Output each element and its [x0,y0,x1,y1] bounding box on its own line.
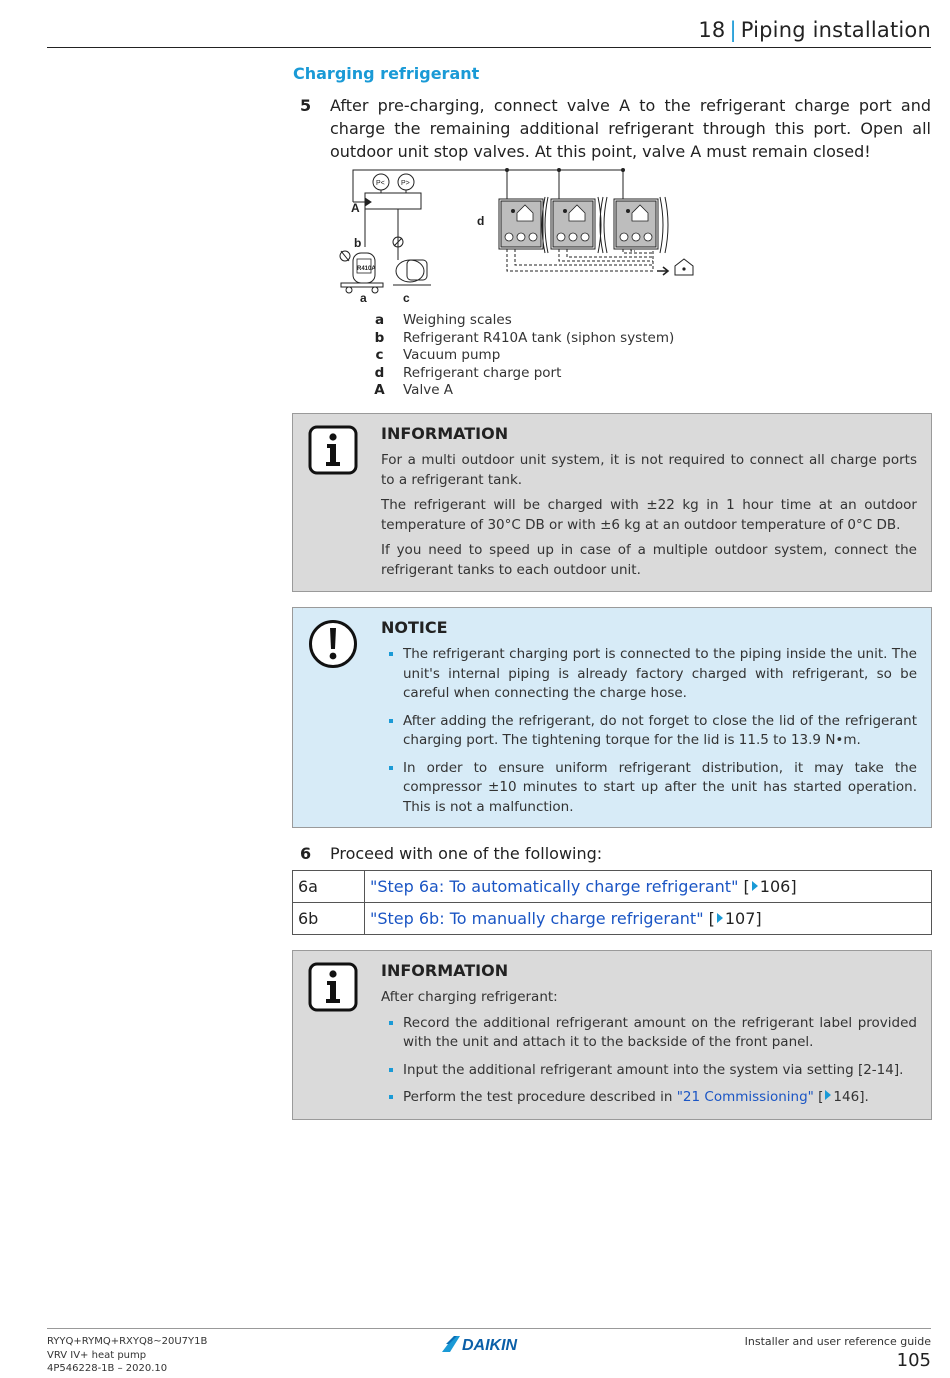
footer-model: RYYQ+RYMQ+RXYQ8~20U7Y1B [47,1336,208,1347]
legend-text: Weighing scales [403,312,512,328]
information-box [292,413,932,592]
legend-key: b [374,329,385,346]
legend-item [370,347,674,365]
legend-key: d [374,364,385,381]
info-icon [308,425,358,475]
option-cell: "Step 6b: To manually charge refrigerant" [ 107] [365,903,932,935]
diagram-label-b: b [354,236,362,250]
commissioning-link[interactable]: "21 Commissioning" [676,1089,814,1105]
notice-bullet: After adding the refrigerant, do not forget to close the lid of the refrigerant charging port. The tightening torque for the lid is 11.5 to 13.9 N•m. [381,712,917,751]
brand-wordmark: DAIKIN [462,1337,518,1354]
page-ref-icon [752,881,758,891]
page-number: 105 [896,1350,931,1371]
page-ref[interactable]: 146 [833,1089,860,1105]
step-number: 6 [300,844,312,863]
footer-product: VRV IV+ heat pump [47,1349,147,1361]
option-page[interactable]: 106 [759,877,791,896]
legend-key: a [374,312,385,328]
header-rule [47,47,931,48]
legend-text: Refrigerant R410A tank (siphon system) [403,329,675,346]
info-bullet: Perform the test procedure described in "21 Commissioning" [ 146]. [381,1088,917,1108]
info-intro: After charging refrigerant: [381,989,558,1005]
legend-text: Vacuum pump [403,347,501,363]
diagram-label-A: A [351,201,360,215]
footer-guide: Installer and user reference guide [744,1335,931,1348]
charging-diagram [335,165,705,310]
legend-key: A [374,382,385,398]
info-icon [308,962,358,1012]
notice-list [381,645,917,817]
info-paragraph: If you need to speed up in case of a multiple outdoor system, connect the refrigerant tanks to each outdoor unit. [381,542,917,578]
info-bullet: Input the additional refrigerant amount into the system via setting [2-14]. [381,1061,917,1081]
step-5 [293,94,931,163]
option-link[interactable]: "Step 6b: To manually charge refrigerant" [370,909,704,928]
notice-box [292,607,932,828]
information-box-2 [292,950,932,1120]
page-header [698,18,931,42]
diagram-label-a: a [360,291,367,305]
info-paragraph: For a multi outdoor unit system, it is not required to connect all charge ports to a refrigerant tank. [381,452,917,488]
option-page[interactable]: 107 [724,909,756,928]
option-key: 6a [293,871,365,903]
gauge-low-label: P< [376,180,385,187]
footer-rule [47,1328,931,1329]
option-key: 6b [293,903,365,935]
bullet-text: Perform the test procedure described in [403,1089,673,1105]
legend-item [370,330,674,348]
legend-item [370,312,674,330]
info-paragraph: The refrigerant will be charged with ±22 kg in 1 hour time at an outdoor temperature of 30°C DB or with ±6 kg at an outdoor temperature of 0°C DB. [381,497,917,533]
chapter-number: 18 [698,18,726,42]
legend-key: c [375,347,384,363]
notice-title: NOTICE [381,618,448,637]
chapter-title: Piping installation [740,18,931,42]
table-row [293,871,932,903]
step-text: Proceed with one of the following: [330,844,603,863]
footer-model-info [47,1335,207,1376]
options-table [292,870,932,935]
info-list [381,1014,917,1108]
exclamation-icon [308,619,358,669]
info-title: INFORMATION [381,961,509,980]
legend-text: Valve A [403,382,454,398]
info-bullet: Record the additional refrigerant amount on the refrigerant label provided with the unit and attach it to the backside of the front panel. [381,1014,917,1053]
diagram-label-d: d [477,214,485,228]
tank-label: R410A [357,266,376,272]
notice-bullet: In order to ensure uniform refrigerant distribution, it may take the compressor ±10 minutes to start up after the unit has started operation. This is not a malfunction. [381,759,917,818]
section-title: Charging refrigerant [293,64,480,83]
diagram-legend [370,312,674,400]
legend-item [370,365,674,383]
page-ref-icon [717,913,723,923]
legend-text: Refrigerant charge port [403,364,562,381]
step-6 [293,842,931,865]
page-ref-icon [825,1090,831,1100]
gauge-high-label: P> [401,180,410,187]
step-number: 5 [300,96,312,115]
notice-bullet: The refrigerant charging port is connected to the piping inside the unit. The unit's internal piping is already factory charged with refrigerant, so be careful when connecting the charge hose. [381,645,917,704]
step-text: After pre-charging, connect valve A to the refrigerant charge port and charge the remaining additional refrigerant through this port. Open all outdoor unit stop valves. At this point, valve A must remain closed! [330,96,931,161]
footer-doc-id: 4P546228-1B – 2020.10 [47,1363,168,1374]
option-cell: "Step 6a: To automatically charge refrigerant" [ 106] [365,871,932,903]
daikin-logo [440,1334,550,1354]
legend-item [370,382,674,400]
header-separator: | [729,18,737,42]
diagram-label-c: c [403,291,410,305]
info-title: INFORMATION [381,424,509,443]
option-link[interactable]: "Step 6a: To automatically charge refrigerant" [370,877,739,896]
table-row [293,903,932,935]
